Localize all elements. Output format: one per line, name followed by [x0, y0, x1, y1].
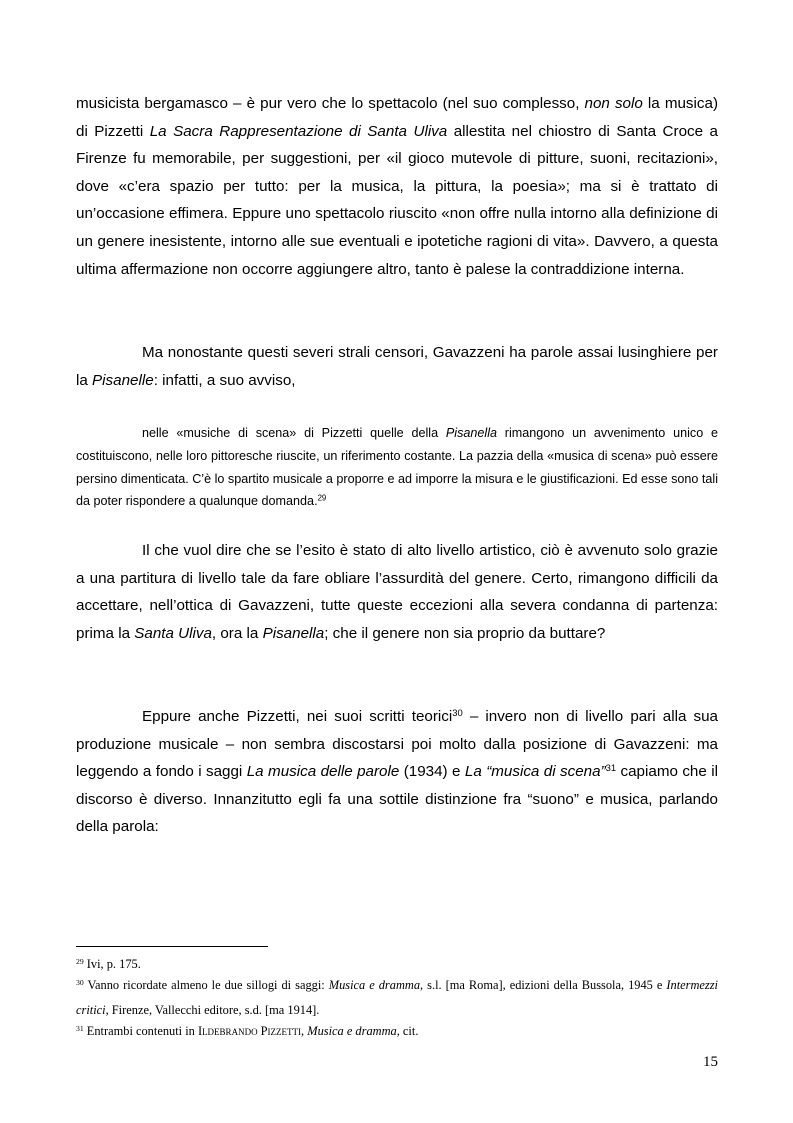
text-run: musicista bergamasco – è pur vero che lo spettacolo (nel suo complesso,: [76, 95, 585, 112]
footnote-number: 30: [76, 977, 84, 987]
text-run: la musica) di Pizzetti: [76, 95, 718, 140]
text-run: rimangono un avvenimento unico e costituiscono, nelle loro pittoresche riuscite, un riferimento costante. La pazzia della «musica di scena» può essere persino dimenticata. C’è lo spartito musicale a proporre e ad imporre la misura e le giustificazioni. Ed esse sono tali da poter rispondere a qualunque domanda.: [76, 426, 718, 509]
text-run: Il che vuol dire che se l’esito è stato di alto livello artistico, ciò è avvenuto solo grazie a una partitura di livello tale da fare obliare l’assurdità del genere. Certo, rimangono difficili da accettare, nell’ottica di Gavazzeni, tutte queste eccezioni alla severa condanna di partenza: prima la: [76, 542, 718, 642]
text-run: capiamo che il discorso è diverso. Innanzitutto egli fa una sottile distinzione fra “suono” e musica, parlando della parola:: [76, 763, 718, 836]
work-title: Musica e dramma: [328, 978, 421, 992]
work-title: Intermezzi critici: [76, 978, 718, 1017]
footnote-text: , s.l. [ma Roma], edizioni della Bussola, 1945 e: [420, 978, 667, 992]
footnote-ref-31[interactable]: 31: [605, 762, 617, 774]
footnote-text: ,: [301, 1024, 308, 1038]
footnote-separator: [76, 946, 268, 947]
work-title: Musica e dramma: [307, 1024, 397, 1038]
paragraph-1: [76, 90, 718, 283]
text-run: (1934) e: [399, 763, 465, 781]
work-title: Pisanella: [262, 624, 325, 642]
footnote-text: Entrambi contenuti in: [86, 1024, 198, 1038]
work-title: Santa Uliva: [134, 624, 212, 642]
author-name: Ildebrando Pizzetti: [197, 1024, 302, 1038]
text-run: allestita nel chiostro di Santa Croce a Firenze fu memorabile, per suggestioni, per «il gioco mutevole di pitture, suoni, recitazioni», dove «c’era spazio per tutto: per la musica, la pittura, la poesia»; ma si è trattato di un’occasione effimera. Eppure uno spettacolo riuscito «non offre nulla intorno alla definizione di un genere inesistente, intorno alle sue eventuali e ipotetiche ragioni di vita». Davvero, a questa ultima affermazione non occorre aggiungere altro, tanto è palese la contraddizione interna.: [76, 122, 718, 278]
work-title: Pisanelle: [92, 371, 154, 389]
paragraph-4: [76, 703, 718, 841]
paragraph-3: [76, 537, 718, 647]
work-title: La Sacra Rappresentazione di Santa Uliva: [149, 122, 448, 140]
text-run: : infatti, a suo avviso,: [153, 371, 296, 389]
footnote-number: 31: [76, 1023, 84, 1033]
text-run: nelle «musiche di scena» di Pizzetti quelle della: [142, 426, 446, 440]
text-run: ; che il genere non sia proprio da buttare?: [324, 624, 606, 642]
work-title: Pisanella: [445, 426, 497, 440]
block-quote: [76, 422, 718, 513]
footnote-text: , Firenze, Vallecchi editore, s.d. [ma 1914].: [105, 1003, 320, 1017]
page-number: 15: [703, 1054, 718, 1070]
work-title: La “musica di scena”: [464, 763, 606, 781]
footnote-text: Ivi, p. 175.: [86, 957, 141, 971]
text-run: Eppure anche Pizzetti, nei suoi scritti teorici: [142, 708, 453, 725]
paragraph-2: [76, 339, 718, 394]
text-run: – invero non di livello pari alla sua produzione musicale – non sembra discostarsi poi molto dalla posizione di Gavazzeni: ma leggendo a fondo i saggi: [76, 708, 718, 781]
footnote-text: , cit.: [396, 1024, 419, 1038]
footnote-text: Vanno ricordate almeno le due sillogi di saggi:: [87, 978, 329, 992]
emphasis: non solo: [584, 95, 643, 112]
footnote-ref-29[interactable]: 29: [317, 494, 327, 504]
footnote-number: 29: [76, 956, 84, 966]
text-run: Ma nonostante questi severi strali censori, Gavazzeni ha parole assai lusinghiere per la: [76, 344, 718, 389]
footnote-31: [76, 1019, 718, 1044]
text-run: , ora la: [211, 624, 263, 642]
work-title: La musica delle parole: [246, 763, 400, 781]
footnote-ref-30[interactable]: 30: [452, 706, 463, 718]
footnote-30: [76, 973, 718, 1023]
